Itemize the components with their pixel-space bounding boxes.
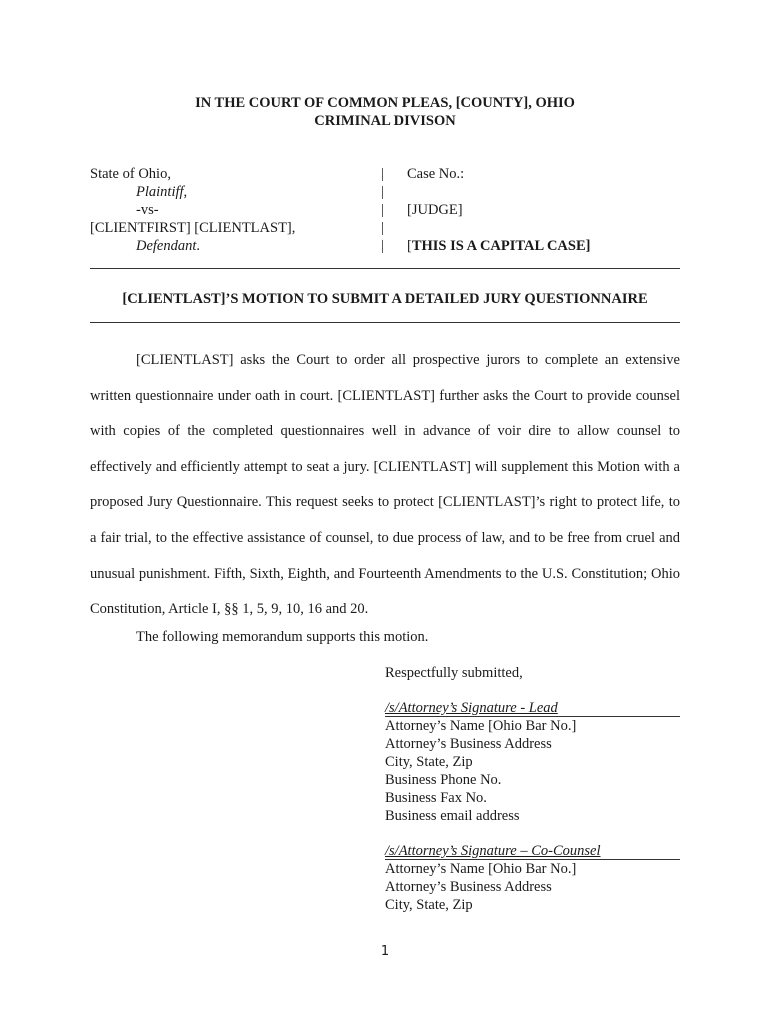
versus-label: -vs- [136, 202, 159, 218]
lead-signature-line: /s/Attorney’s Signature - Lead [385, 700, 680, 717]
motion-title: [CLIENTLAST]’S MOTION TO SUBMIT A DETAILED JURY QUESTIONNAIRE [122, 291, 648, 307]
title-divider [90, 322, 680, 323]
caption-divider [90, 268, 680, 269]
co-counsel-address: Attorney’s Business Address [385, 879, 552, 895]
co-counsel-city: City, State, Zip [385, 897, 473, 913]
lead-attorney-city: City, State, Zip [385, 754, 473, 770]
support-line: The following memorandum supports this motion. [136, 629, 429, 645]
lead-attorney-phone: Business Phone No. [385, 772, 502, 788]
defendant-name: [CLIENTFIRST] [CLIENTLAST], [90, 220, 296, 236]
lead-attorney-email: Business email address [385, 808, 520, 824]
court-heading-line2: CRIMINAL DIVISON [314, 113, 456, 129]
co-counsel-signature-line: /s/Attorney’s Signature – Co-Counsel [385, 843, 680, 860]
plaintiff-name: State of Ohio, [90, 166, 171, 182]
caption-parties [90, 165, 380, 255]
lead-signature-block [385, 700, 680, 825]
caption-case-info [407, 165, 687, 255]
closing: Respectfully submitted, [385, 665, 523, 681]
co-counsel-signature-block [385, 843, 680, 914]
co-counsel-name: Attorney’s Name [Ohio Bar No.] [385, 861, 577, 877]
plaintiff-role: Plaintiff, [136, 184, 188, 200]
lead-attorney-fax: Business Fax No. [385, 790, 487, 806]
court-heading [90, 94, 680, 130]
defendant-role: Defendant. [136, 238, 201, 254]
caption-separator: | | | | | [381, 166, 384, 254]
motion-body-paragraph: [CLIENTLAST] asks the Court to order all prospective jurors to complete an extensive written questionnaire under oath in court. [CLIENTLAST] further asks the Court to provide counsel with copies of the completed questionnaires well in advance of voir dire to allow counsel to effectively and efficiently attempt to seat a jury. [CLIENTLAST] will supplement this Motion with a proposed Jury Questionnaire. This request seeks to protect [CLIENTLAST]’s right to protect life, to a fair trial, to the effective assistance of counsel, to due process of law, and to be free from cruel and unusual punishment. Fifth, Sixth, Eighth, and Fourteenth Amendments to the U.S. Constitution; Ohio Constitution, Article I, §§ 1, 5, 9, 10, 16 and 20. [90, 352, 680, 618]
page-number: 1 [380, 944, 390, 959]
capital-case-notice: [THIS IS A CAPITAL CASE] [407, 238, 591, 254]
lead-attorney-name: Attorney’s Name [Ohio Bar No.] [385, 718, 577, 734]
case-number-label: Case No.: [407, 166, 465, 182]
lead-attorney-address: Attorney’s Business Address [385, 736, 552, 752]
judge-placeholder: [JUDGE] [407, 202, 463, 218]
court-heading-line1: IN THE COURT OF COMMON PLEAS, [COUNTY], OHIO [195, 95, 575, 111]
